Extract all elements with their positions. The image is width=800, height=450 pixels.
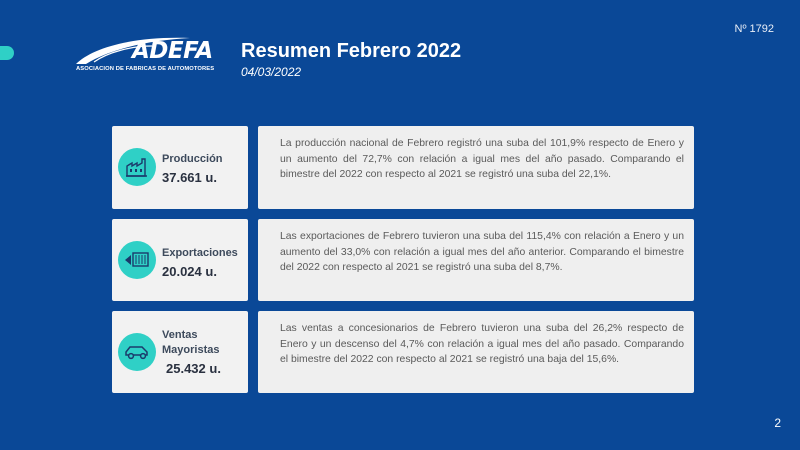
container-export-icon — [118, 241, 156, 279]
wholesale-value: 25.432 u. — [166, 361, 221, 376]
production-metric — [162, 152, 248, 185]
exports-label: Exportaciones — [162, 247, 238, 259]
logo-wordmark: ADEFA — [132, 38, 213, 64]
wholesale-description-card — [258, 311, 694, 393]
production-label: Producción — [162, 153, 223, 165]
wholesale-label-line1: Ventas — [162, 329, 198, 341]
exports-metric-card — [112, 219, 248, 301]
document-number: Nº 1792 — [734, 23, 774, 35]
exports-metric — [162, 246, 248, 279]
page-number: 2 — [774, 416, 781, 430]
logo-subtitle: ASOCIACION DE FABRICAS DE AUTOMOTORES — [76, 66, 215, 72]
exports-description-card — [258, 219, 694, 301]
production-value: 37.661 u. — [162, 170, 217, 185]
production-description-card — [258, 126, 694, 209]
factory-icon — [118, 148, 156, 186]
wholesale-metric-card — [112, 311, 248, 393]
wholesale-description: Las ventas a concesionarios de Febrero tuvieron una suba del 26,2% respecto de Enero y un descenso del 4,7% con relación a igual mes del año pasado. Comparando el bimestre del 2022 con respecto al 2021 se registró una baja del 15,6%. — [280, 323, 684, 366]
side-tab-accent — [0, 46, 14, 60]
report-date: 04/03/2022 — [241, 65, 302, 79]
exports-value: 20.024 u. — [162, 264, 217, 279]
production-description: La producción nacional de Febrero registró una suba del 101,9% respecto de Enero y un aumento del 72,7% con relación a igual mes del año pasado. Comparando el bimestre del 2022 con respecto al 2021 se registró una suba del 22,1%. — [280, 138, 684, 181]
adefa-logo — [72, 34, 232, 76]
wholesale-label-line2: Mayoristas — [162, 344, 220, 356]
production-metric-card — [112, 126, 248, 209]
exports-description: Las exportaciones de Febrero tuvieron una suba del 115,4% con relación a Enero y un aumento del 33,0% con relación a igual mes del año anterior. Comparando el bimestre del 2022 con respecto al 2021 se registró una suba del 8,7%. — [280, 231, 684, 274]
page-title: Resumen Febrero 2022 — [241, 40, 462, 62]
car-icon — [118, 333, 156, 371]
wholesale-metric — [162, 328, 248, 376]
